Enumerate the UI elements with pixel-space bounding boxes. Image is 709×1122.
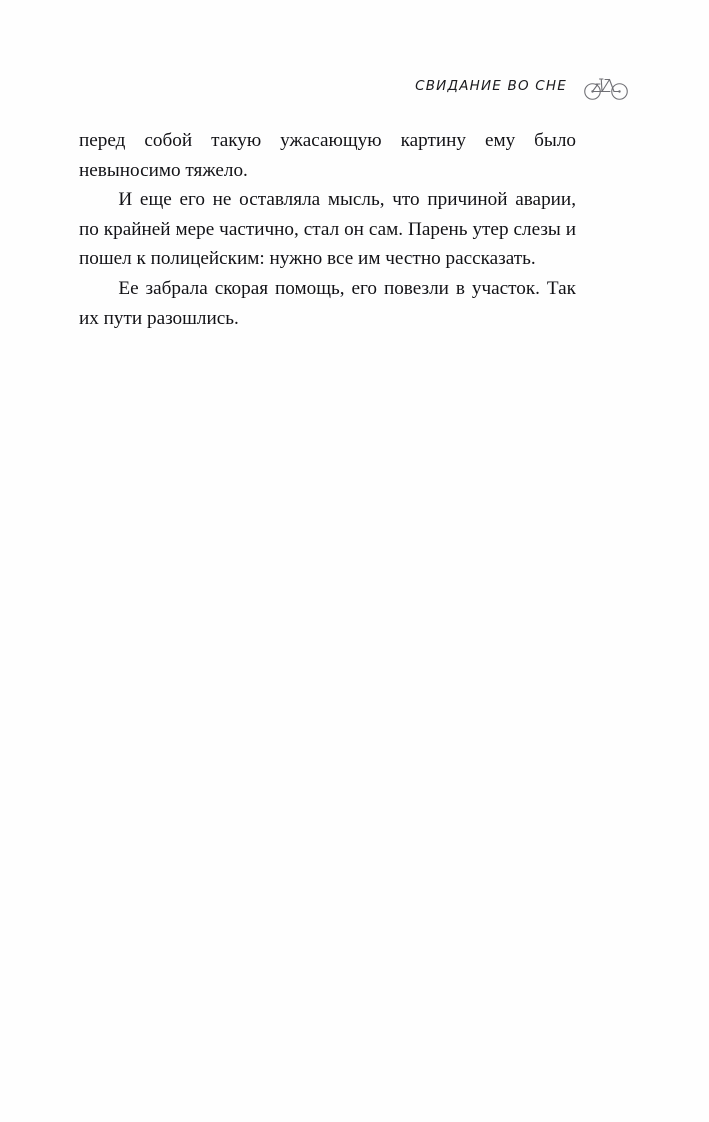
page-body-text — [79, 126, 576, 333]
paragraph: перед собой такую ужасающую картину ему было невыносимо тяжело. — [79, 130, 576, 181]
paragraph: И еще его не оставляла мысль, что причиной аварии, по крайней мере частично, стал он сам. Парень утер слезы и пошел к полицейским: нужно все им честно рассказать. — [79, 189, 576, 270]
paragraph: Ее забрала скорая помощь, его повезли в участок. Так их пути разошлись. — [79, 277, 576, 329]
bicycle-icon — [583, 71, 629, 101]
running-head — [415, 66, 629, 106]
running-head-title: СВИДАНИЕ ВО СНЕ — [415, 78, 567, 95]
